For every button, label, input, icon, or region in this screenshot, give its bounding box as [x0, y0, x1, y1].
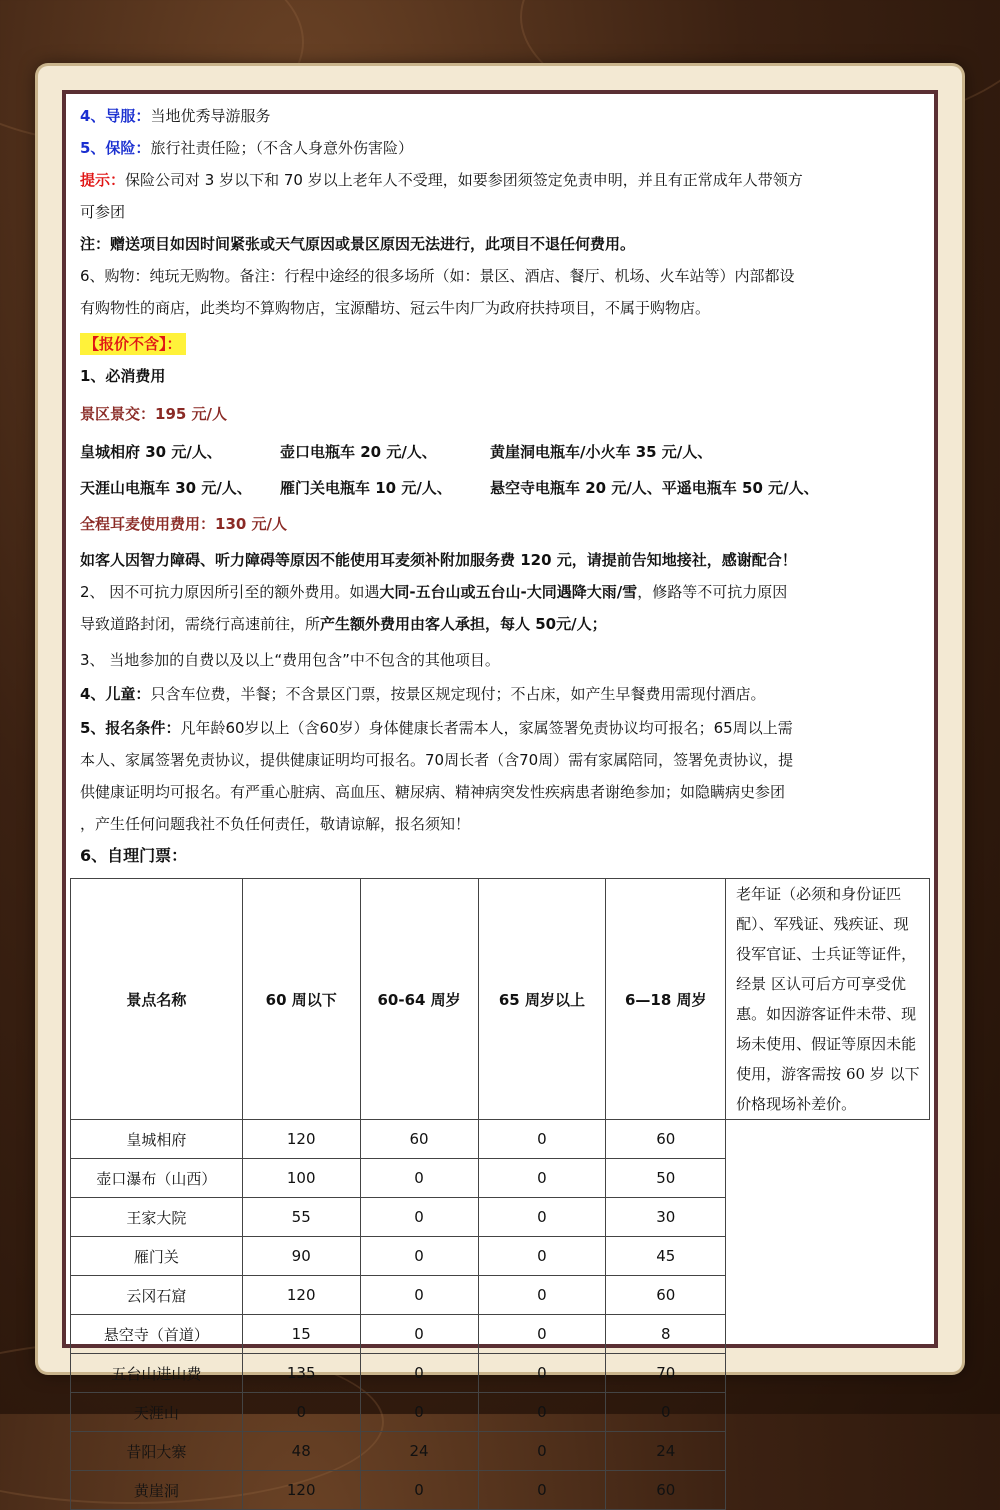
self-pay-line: 3、 当地参加的自费以及以上“费用包含”中不包含的其他项目。	[80, 651, 500, 669]
exclusions-heading-row	[80, 328, 920, 360]
insurance-label: 5、保险：	[80, 139, 151, 157]
table-cell: 0	[360, 1276, 478, 1315]
signup-line-2: 本人、家属签署免责协议，提供健康证明均可报名。70周长者（含70周）需有家属陪同，签署免责协议，提	[80, 751, 794, 769]
column-header: 6—18 周岁	[606, 879, 726, 1120]
insurance-text: 旅行社责任险；（不含人身意外伤害险）	[150, 139, 413, 157]
force-majeure-line-2	[80, 608, 920, 640]
tip-line	[80, 164, 920, 196]
table-cell: 黄崖洞	[71, 1471, 243, 1510]
table-cell: 60	[606, 1276, 726, 1315]
force-majeure-cost: 产生额外费用由客人承担，每人 50元/人；	[320, 615, 607, 633]
tickets-table	[70, 878, 930, 1510]
table-row	[71, 1120, 930, 1159]
table-cell: 135	[242, 1354, 360, 1393]
note-line: 注：赠送项目如因时间紧张或天气原因或景区原因无法进行，此项目不退任何费用。	[80, 235, 636, 253]
signup-line-4: ，产生任何问题我社不负任何责任，敬请谅解，报名须知！	[80, 815, 471, 833]
table-cell: 0	[478, 1276, 606, 1315]
fee-item: 悬空寺电瓶车 20 元/人、平遥电瓶车 50 元/人、	[490, 479, 819, 497]
tip-text: 保险公司对 3 岁以下和 70 岁以上老年人不受理，如要参团须签定免责申明，并且有正常成年人带领方	[125, 171, 803, 189]
table-row	[71, 1276, 930, 1315]
table-cell: 0	[360, 1471, 478, 1510]
discount-note: 老年证（必须和身份证匹配）、军残证、残疾证、现役军官证、士兵证等证件，经景 区认可后方可享受优惠。如因游客证件未带、现场未使用、假证等原因未能使用，游客需按 60 岁 以下价格现场补差价。	[726, 879, 930, 1120]
table-cell: 0	[478, 1432, 606, 1471]
table-cell: 60	[606, 1120, 726, 1159]
signup-label: 5、报名条件：	[80, 719, 181, 737]
guide-label: 4、导服：	[80, 107, 151, 125]
signup-line	[80, 712, 920, 744]
table-cell: 0	[478, 1120, 606, 1159]
headset-note: 如客人因智力障碍、听力障碍等原因不能使用耳麦须补附加服务费 120 元，请提前告知地接社，感谢配合！	[80, 551, 797, 569]
mandatory-fees-title: 1、必消费用	[80, 367, 166, 385]
exclusions-heading: 【报价不含】：	[80, 333, 186, 355]
table-row	[71, 1315, 930, 1354]
table-row	[71, 1159, 930, 1198]
table-cell: 0	[360, 1198, 478, 1237]
force-majeure-text-2: ，修路等不可抗力原因	[637, 583, 788, 601]
shopping-line: 6、购物：纯玩无购物。备注：行程中途经的很多场所（如：景区、酒店、餐厅、机场、火车站等）内部都设	[80, 267, 795, 285]
table-cell: 24	[360, 1432, 478, 1471]
force-majeure-text-3: 导致道路封闭，需绕行高速前往，所	[80, 615, 321, 633]
table-cell: 0	[478, 1393, 606, 1432]
table-cell: 五台山进山费	[71, 1354, 243, 1393]
table-cell: 0	[478, 1315, 606, 1354]
fee-item: 皇城相府 30 元/人、	[80, 443, 222, 461]
table-row	[71, 1237, 930, 1276]
force-majeure-text: 2、 因不可抗力原因所引至的额外费用。如遇	[80, 583, 380, 601]
table-cell: 45	[606, 1237, 726, 1276]
table-cell: 王家大院	[71, 1198, 243, 1237]
table-row	[71, 1198, 930, 1237]
table-cell: 皇城相府	[71, 1120, 243, 1159]
children-label: 4、儿童：	[80, 685, 151, 703]
table-cell: 70	[606, 1354, 726, 1393]
table-cell: 0	[360, 1354, 478, 1393]
table-cell: 120	[242, 1276, 360, 1315]
table-cell: 0	[360, 1315, 478, 1354]
table-cell: 120	[242, 1471, 360, 1510]
table-cell: 8	[606, 1315, 726, 1354]
force-majeure-route: 大同-五台山或五台山-大同遇降大雨/雪	[379, 583, 638, 601]
table-cell: 昔阳大寨	[71, 1432, 243, 1471]
column-header: 60-64 周岁	[360, 879, 478, 1120]
table-header-row	[71, 879, 930, 1120]
fee-row-2	[80, 472, 920, 504]
fee-item: 黄崖洞电瓶车/小火车 35 元/人、	[490, 443, 713, 461]
table-cell: 0	[478, 1354, 606, 1393]
table-row	[71, 1393, 930, 1432]
table-cell: 0	[360, 1237, 478, 1276]
table-row	[71, 1471, 930, 1510]
table-cell: 0	[478, 1198, 606, 1237]
column-header: 景点名称	[71, 879, 243, 1120]
force-majeure-line	[80, 576, 920, 608]
table-cell: 24	[606, 1432, 726, 1471]
table-cell: 壶口瀑布（山西）	[71, 1159, 243, 1198]
table-cell: 90	[242, 1237, 360, 1276]
table-cell: 48	[242, 1432, 360, 1471]
table-row	[71, 1354, 930, 1393]
insurance-line	[80, 132, 920, 164]
table-cell: 50	[606, 1159, 726, 1198]
table-cell: 0	[478, 1237, 606, 1276]
table-cell: 0	[360, 1393, 478, 1432]
table-cell: 0	[360, 1159, 478, 1198]
table-cell: 0	[478, 1471, 606, 1510]
children-line	[80, 678, 920, 710]
column-header: 60 周以下	[242, 879, 360, 1120]
guide-line	[80, 100, 920, 132]
table-cell: 60	[360, 1120, 478, 1159]
signup-text: 凡年龄60岁以上（含60岁）身体健康长者需本人，家属签署免责协议均可报名；65周以上需	[180, 719, 793, 737]
shopping-line-2: 有购物性的商店，此类均不算购物店，宝源醋坊、冠云牛肉厂为政府扶持项目，不属于购物店。	[80, 299, 711, 317]
table-cell: 悬空寺（首道）	[71, 1315, 243, 1354]
table-cell: 0	[242, 1393, 360, 1432]
table-cell: 30	[606, 1198, 726, 1237]
table-row	[71, 1432, 930, 1471]
tip-line-2: 可参团	[80, 203, 126, 221]
table-cell: 55	[242, 1198, 360, 1237]
table-cell: 120	[242, 1120, 360, 1159]
fee-item: 壶口电瓶车 20 元/人、	[280, 443, 437, 461]
table-cell: 15	[242, 1315, 360, 1354]
fee-item: 天涯山电瓶车 30 元/人、	[80, 479, 252, 497]
table-cell: 60	[606, 1471, 726, 1510]
scenic-transport-fee: 景区景交：195 元/人	[80, 405, 228, 423]
column-header: 65 周岁以上	[478, 879, 606, 1120]
children-text: 只含车位费，半餐；不含景区门票，按景区规定现付；不占床，如产生早餐费用需现付酒店。	[150, 685, 766, 703]
signup-line-3: 供健康证明均可报名。有严重心脏病、高血压、糖尿病、精神病突发性疾病患者谢绝参加；如隐瞒病史参团	[80, 783, 786, 801]
table-cell: 0	[478, 1159, 606, 1198]
tickets-title: 6、自理门票：	[80, 846, 188, 865]
guide-text: 当地优秀导游服务	[150, 107, 271, 125]
headset-fee: 全程耳麦使用费用：130 元/人	[80, 515, 288, 533]
fee-row-1	[80, 436, 920, 468]
tip-label: 提示：	[80, 171, 126, 189]
table-cell: 云冈石窟	[71, 1276, 243, 1315]
table-cell: 0	[606, 1393, 726, 1432]
table-cell: 雁门关	[71, 1237, 243, 1276]
table-cell: 100	[242, 1159, 360, 1198]
table-cell: 天涯山	[71, 1393, 243, 1432]
fee-item: 雁门关电瓶车 10 元/人、	[280, 479, 452, 497]
document-body	[80, 100, 920, 872]
